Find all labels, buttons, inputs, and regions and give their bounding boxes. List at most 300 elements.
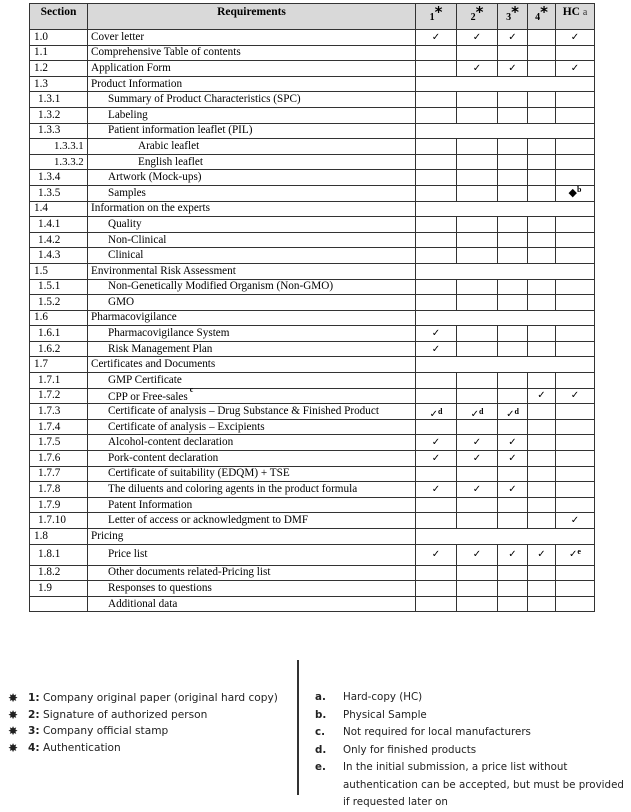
legend-text: Signature of authorized person — [39, 708, 208, 721]
section-number: 1.7.9 — [30, 497, 88, 513]
table-row — [30, 373, 595, 389]
mark-cell — [416, 435, 457, 451]
requirement-text: Cover letter — [91, 30, 145, 43]
mark-cell — [528, 139, 556, 155]
mark-cell — [528, 92, 556, 108]
mark-cell — [416, 217, 457, 233]
header-requirements: Requirements — [88, 4, 416, 30]
requirement-label — [88, 154, 416, 170]
requirement-label — [88, 357, 416, 373]
section-number: 1.0 — [30, 30, 88, 46]
check-icon: ✓ — [470, 409, 479, 421]
footnote-item — [315, 742, 631, 760]
table-row — [30, 451, 595, 467]
mark-cell — [556, 466, 595, 482]
table-row — [30, 217, 595, 233]
requirement-label — [88, 419, 416, 435]
check-icon: ✓ — [570, 31, 580, 43]
requirement-label — [88, 497, 416, 513]
check-icon: ✓ — [570, 515, 580, 527]
footnote-ref: b — [577, 185, 582, 195]
requirement-text: Additional data — [108, 597, 178, 610]
check-icon: ✓ — [506, 409, 515, 421]
mark-cell — [498, 435, 528, 451]
mark-cell — [498, 92, 528, 108]
requirement-text: Non-Clinical — [108, 233, 167, 246]
mark-cell — [416, 139, 457, 155]
group-spacer — [416, 529, 595, 545]
mark-cell — [498, 341, 528, 357]
mark-cell — [556, 232, 595, 248]
mark-cell — [416, 326, 457, 342]
requirement-label — [88, 61, 416, 77]
requirement-text: English leaflet — [138, 155, 203, 168]
check-icon: ✓ — [537, 390, 546, 402]
mark-cell — [416, 341, 457, 357]
section-number: 1.3.3.1 — [30, 139, 88, 155]
section-number: 1.7 — [30, 357, 88, 373]
requirement-text: Non-Genetically Modified Organism (Non-GMO) — [108, 280, 334, 293]
requirement-text: Risk Management Plan — [108, 342, 213, 355]
requirement-label — [88, 544, 416, 565]
requirement-text: Responses to questions — [108, 581, 212, 594]
mark-cell — [498, 482, 528, 498]
requirement-text: Certificate of suitability (EDQM) + TSE — [108, 467, 290, 480]
requirement-label — [88, 451, 416, 467]
table-row — [30, 326, 595, 342]
check-icon: ✓ — [472, 549, 482, 561]
mark-cell — [528, 466, 556, 482]
mark-cell — [498, 139, 528, 155]
requirement-text: Patient information leaflet (PIL) — [108, 124, 253, 137]
mark-cell — [457, 497, 498, 513]
table-row — [30, 544, 595, 565]
requirement-label — [88, 310, 416, 326]
mark-cell — [556, 30, 595, 46]
requirement-text: Quality — [108, 217, 142, 230]
mark-cell — [556, 295, 595, 311]
mark-cell — [498, 581, 528, 597]
mark-cell — [457, 581, 498, 597]
mark-cell — [416, 497, 457, 513]
header-section: Section — [30, 4, 88, 30]
legend-key: 2: — [28, 708, 40, 721]
section-number: 1.7.5 — [30, 435, 88, 451]
mark-cell — [528, 341, 556, 357]
mark-cell — [528, 544, 556, 565]
mark-cell — [457, 279, 498, 295]
legend-item — [8, 690, 278, 707]
table-row — [30, 513, 595, 529]
mark-cell — [556, 596, 595, 612]
table-row — [30, 30, 595, 46]
requirement-label — [88, 263, 416, 279]
section-number: 1.8 — [30, 529, 88, 545]
section-number: 1.9 — [30, 581, 88, 597]
mark-cell — [457, 248, 498, 264]
check-icon: ✓ — [508, 549, 517, 561]
requirement-text: Patent Information — [108, 498, 193, 511]
table-row — [30, 45, 595, 61]
legend-key: 4: — [28, 741, 40, 754]
mark-cell — [416, 295, 457, 311]
requirement-text: Product Information — [91, 77, 183, 90]
mark-cell — [498, 419, 528, 435]
requirement-text: GMP Certificate — [108, 373, 182, 386]
footnote-key: e. — [315, 761, 326, 773]
requirements-table — [29, 3, 595, 612]
requirement-label — [88, 404, 416, 420]
header-col-1-label: 1 — [429, 12, 435, 23]
mark-cell — [556, 373, 595, 389]
legend-text: Company official stamp — [39, 725, 169, 738]
section-number: 1.7.2 — [30, 388, 88, 404]
section-number: 1.6 — [30, 310, 88, 326]
footnote-ref: c — [189, 385, 194, 395]
mark-cell — [498, 404, 528, 420]
footnote-text: Physical Sample — [343, 708, 427, 721]
star-bullet-icon: ✸ — [8, 724, 19, 739]
mark-cell — [416, 279, 457, 295]
footnote-text: In the initial submission, a price list without authentication can be accepted, but must be provided if requested later on — [343, 761, 624, 808]
check-icon: ✓ — [472, 62, 482, 74]
mark-cell — [416, 185, 457, 201]
mark-cell — [528, 404, 556, 420]
requirement-label — [88, 529, 416, 545]
mark-cell — [457, 61, 498, 77]
requirement-label — [88, 185, 416, 201]
check-icon: ✓ — [431, 31, 441, 43]
mark-cell — [528, 373, 556, 389]
mark-cell — [556, 513, 595, 529]
mark-cell — [416, 544, 457, 565]
mark-cell — [556, 279, 595, 295]
table-row — [30, 482, 595, 498]
requirement-label — [88, 217, 416, 233]
check-icon: ✓ — [537, 549, 546, 561]
section-number: 1.8.2 — [30, 565, 88, 581]
mark-cell — [416, 232, 457, 248]
footnote-text: Only for finished products — [343, 743, 477, 756]
legend-item — [8, 740, 278, 757]
footnote-ref: e — [577, 547, 581, 557]
requirement-label — [88, 45, 416, 61]
mark-cell — [457, 435, 498, 451]
section-number: 1.5.2 — [30, 295, 88, 311]
header-col-2-label: 2 — [470, 12, 476, 23]
table-group-row — [30, 201, 595, 217]
group-spacer — [416, 76, 595, 92]
requirement-text: Labeling — [108, 108, 148, 121]
requirement-text: The diluents and coloring agents in the product formula — [108, 483, 358, 496]
star-bullet-icon: ✸ — [8, 707, 19, 722]
table-row — [30, 185, 595, 201]
requirement-text: GMO — [108, 295, 135, 308]
requirement-text: Summary of Product Characteristics (SPC) — [108, 93, 301, 106]
footnote-item — [315, 759, 631, 812]
check-icon: ✓ — [431, 328, 441, 340]
requirement-label — [88, 482, 416, 498]
group-spacer — [416, 201, 595, 217]
mark-cell — [498, 373, 528, 389]
mark-cell — [556, 185, 595, 201]
mark-cell — [498, 295, 528, 311]
mark-cell — [528, 61, 556, 77]
requirement-text: CPP or Free-sales — [108, 391, 188, 404]
check-icon: ✓ — [508, 484, 517, 496]
check-icon: ✓ — [570, 62, 580, 74]
mark-cell — [528, 45, 556, 61]
mark-cell — [498, 45, 528, 61]
mark-cell — [416, 107, 457, 123]
mark-cell — [528, 279, 556, 295]
mark-cell — [498, 107, 528, 123]
mark-cell — [528, 248, 556, 264]
header-col-3 — [498, 4, 528, 30]
legend-key: 1: — [28, 692, 40, 705]
mark-cell — [528, 513, 556, 529]
check-icon: ✓ — [472, 31, 482, 43]
requirement-label — [88, 596, 416, 612]
mark-cell — [416, 451, 457, 467]
footnote-key: d. — [315, 743, 327, 756]
mark-cell — [457, 451, 498, 467]
section-number: 1.7.4 — [30, 419, 88, 435]
mark-cell — [416, 419, 457, 435]
check-icon: ✓ — [508, 31, 517, 43]
mark-cell — [528, 295, 556, 311]
mark-cell — [416, 170, 457, 186]
requirement-label — [88, 513, 416, 529]
mark-cell — [528, 419, 556, 435]
mark-cell — [556, 154, 595, 170]
footnote-item — [315, 689, 631, 707]
mark-cell — [528, 326, 556, 342]
mark-cell — [498, 154, 528, 170]
table-row — [30, 596, 595, 612]
section-number: 1.1 — [30, 45, 88, 61]
table-group-row — [30, 123, 595, 139]
check-icon: ✓ — [431, 343, 441, 355]
requirement-text: Application Form — [91, 61, 171, 74]
asterisk-icon: * — [540, 3, 548, 21]
mark-cell — [498, 279, 528, 295]
mark-cell — [556, 139, 595, 155]
footnote-ref: d — [514, 407, 519, 417]
legend-text: Authentication — [39, 741, 121, 754]
table-row — [30, 435, 595, 451]
mark-cell — [498, 185, 528, 201]
mark-cell — [457, 92, 498, 108]
legend-divider — [297, 660, 299, 795]
check-icon: ✓ — [508, 62, 517, 74]
mark-cell — [528, 497, 556, 513]
header-col-4 — [528, 4, 556, 30]
mark-cell — [498, 544, 528, 565]
mark-cell — [457, 513, 498, 529]
mark-cell — [457, 404, 498, 420]
check-icon: ✓ — [569, 549, 578, 561]
asterisk-icon: * — [511, 3, 519, 21]
section-number: 1.3.1 — [30, 92, 88, 108]
mark-cell — [556, 61, 595, 77]
requirement-label — [88, 373, 416, 389]
check-icon: ✓ — [431, 484, 441, 496]
mark-cell — [528, 154, 556, 170]
table-row — [30, 107, 595, 123]
mark-cell — [457, 45, 498, 61]
mark-cell — [556, 451, 595, 467]
mark-cell — [556, 581, 595, 597]
mark-cell — [528, 581, 556, 597]
footnote-item — [315, 707, 631, 725]
header-col-1 — [416, 4, 457, 30]
requirement-label — [88, 279, 416, 295]
mark-cell — [498, 232, 528, 248]
legend-item — [8, 707, 278, 724]
mark-cell — [457, 565, 498, 581]
requirement-label — [88, 466, 416, 482]
mark-cell — [416, 482, 457, 498]
requirement-text: Pharmacovigilance — [91, 311, 177, 324]
legend-columns — [8, 690, 278, 756]
mark-cell — [556, 435, 595, 451]
header-col-3-label: 3 — [506, 12, 512, 23]
requirement-text: Artwork (Mock-ups) — [108, 171, 202, 184]
section-number: 1.7.1 — [30, 373, 88, 389]
requirement-label — [88, 107, 416, 123]
section-number: 1.3.3 — [30, 123, 88, 139]
mark-cell — [556, 341, 595, 357]
section-number: 1.3.3.2 — [30, 154, 88, 170]
requirement-text: Comprehensive Table of contents — [91, 46, 241, 59]
requirement-label — [88, 76, 416, 92]
requirement-text: Certificate of analysis – Excipients — [108, 420, 265, 433]
footnote-text: Not required for local manufacturers — [343, 726, 531, 738]
section-number: 1.6.1 — [30, 326, 88, 342]
mark-cell — [416, 404, 457, 420]
mark-cell — [528, 451, 556, 467]
mark-cell — [457, 482, 498, 498]
mark-cell — [457, 154, 498, 170]
mark-cell — [457, 295, 498, 311]
requirement-label — [88, 170, 416, 186]
section-number: 1.7.7 — [30, 466, 88, 482]
mark-cell — [498, 248, 528, 264]
section-number: 1.7.10 — [30, 513, 88, 529]
requirement-text: Alcohol-content declaration — [108, 436, 234, 449]
table-row — [30, 139, 595, 155]
mark-cell — [498, 497, 528, 513]
requirement-label — [88, 92, 416, 108]
table-row — [30, 295, 595, 311]
mark-cell — [457, 373, 498, 389]
table-group-row — [30, 529, 595, 545]
mark-cell — [416, 466, 457, 482]
table-row — [30, 154, 595, 170]
group-spacer — [416, 310, 595, 326]
header-hc-note: a — [582, 7, 588, 18]
mark-cell — [457, 185, 498, 201]
mark-cell — [457, 30, 498, 46]
mark-cell — [498, 596, 528, 612]
check-icon: ✓ — [472, 484, 482, 496]
header-hc-label: HC — [562, 6, 580, 18]
section-number — [30, 596, 88, 612]
section-number: 1.4.2 — [30, 232, 88, 248]
mark-cell — [498, 217, 528, 233]
table-row — [30, 232, 595, 248]
mark-cell — [498, 451, 528, 467]
table-row — [30, 170, 595, 186]
section-number: 1.4.3 — [30, 248, 88, 264]
requirement-text: Environmental Risk Assessment — [91, 264, 236, 277]
check-icon: ✓ — [431, 437, 441, 449]
mark-cell — [457, 139, 498, 155]
table-header-row — [30, 4, 595, 30]
mark-cell — [528, 565, 556, 581]
section-number: 1.3.2 — [30, 107, 88, 123]
table-group-row — [30, 357, 595, 373]
mark-cell — [556, 107, 595, 123]
check-icon: ✓ — [431, 549, 441, 561]
table-row — [30, 581, 595, 597]
requirement-label — [88, 248, 416, 264]
table-group-row — [30, 263, 595, 279]
legend-key: 3: — [28, 725, 40, 738]
mark-cell — [416, 92, 457, 108]
requirement-text: Clinical — [108, 249, 144, 262]
mark-cell — [556, 92, 595, 108]
requirement-text: Certificate of analysis – Drug Substance & Finished Product — [108, 405, 379, 418]
mark-cell — [416, 373, 457, 389]
requirement-label — [88, 581, 416, 597]
mark-cell — [498, 326, 528, 342]
mark-cell — [416, 248, 457, 264]
mark-cell — [498, 170, 528, 186]
section-number: 1.4.1 — [30, 217, 88, 233]
section-number: 1.5.1 — [30, 279, 88, 295]
mark-cell — [416, 45, 457, 61]
table-row — [30, 565, 595, 581]
mark-cell — [416, 388, 457, 404]
section-number: 1.7.3 — [30, 404, 88, 420]
footnote-key: c. — [315, 726, 326, 738]
section-number: 1.5 — [30, 263, 88, 279]
mark-cell — [528, 185, 556, 201]
requirement-text: Samples — [108, 186, 146, 199]
mark-cell — [556, 404, 595, 420]
section-number: 1.7.6 — [30, 451, 88, 467]
section-number: 1.3.4 — [30, 170, 88, 186]
mark-cell — [556, 326, 595, 342]
mark-cell — [457, 170, 498, 186]
table-row — [30, 404, 595, 420]
requirement-label — [88, 326, 416, 342]
footnote-ref: d — [478, 407, 484, 417]
asterisk-icon: * — [434, 3, 443, 21]
table-row — [30, 279, 595, 295]
table-group-row — [30, 76, 595, 92]
check-icon: ✓ — [508, 437, 517, 449]
mark-cell — [457, 107, 498, 123]
mark-cell — [416, 565, 457, 581]
mark-cell — [416, 513, 457, 529]
footnote-item — [315, 724, 631, 742]
requirement-text: Price list — [108, 548, 148, 561]
mark-cell — [416, 61, 457, 77]
star-bullet-icon: ✸ — [8, 691, 19, 706]
